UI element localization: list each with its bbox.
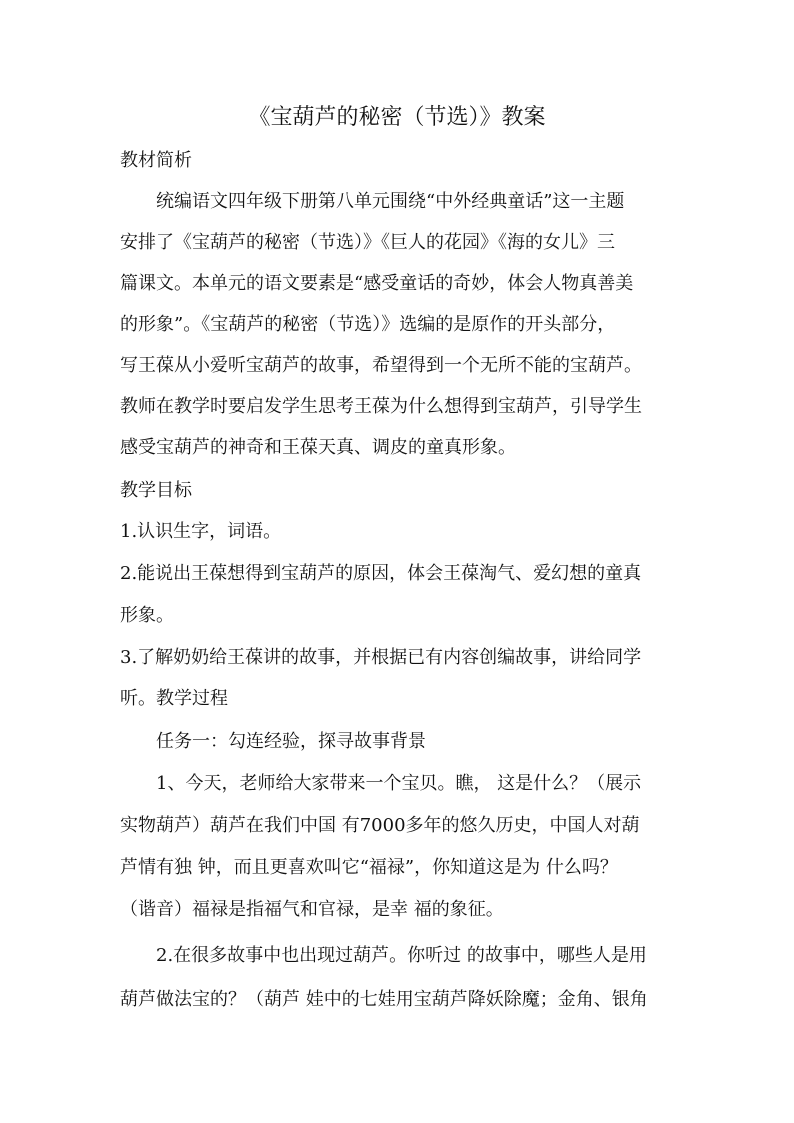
process-line-6: 葫芦做法宝的？（葫芦 娃中的七娃用宝葫芦降妖除魔；金角、银角 <box>120 989 648 1010</box>
analysis-line-4: 的形象”。《宝葫芦的秘密（节选）》选编的是原作的开头部分， <box>120 314 616 335</box>
task-heading: 任务一：勾连经验，探寻故事背景 <box>156 731 426 752</box>
analysis-line-5: 写王葆从小爱听宝葫芦的故事，希望得到一个无所不能的宝葫芦。 <box>120 355 642 376</box>
analysis-line-2: 安排了《宝葫芦的秘密（节选）》《巨人的花园》《海的女儿》三 <box>120 232 615 253</box>
process-line-1: 1、今天，老师给大家带来一个宝贝。瞧， 这是什么？（展示 <box>156 773 642 794</box>
analysis-line-6: 教师在教学时要启发学生思考王葆为什么想得到宝葫芦，引导学生 <box>120 396 642 417</box>
process-line-4: （谐音）福禄是指福气和官禄，是幸 福的象征。 <box>120 899 504 920</box>
goal-line-4: 3.了解奶奶给王葆讲的故事，并根据已有内容创编故事，讲给同学 <box>120 647 642 668</box>
analysis-line-1: 统编语文四年级下册第八单元围绕“中外经典童话”这一主题 <box>156 191 625 212</box>
goal-line-1: 1.认识生字，词语。 <box>120 521 282 542</box>
process-line-5: 2.在很多故事中也出现过葫芦。你听过 的故事中，哪些人是用 <box>156 945 647 966</box>
goals-heading: 教学目标 <box>120 480 192 501</box>
goal-line-3: 形象。 <box>120 605 174 626</box>
analysis-line-3: 篇课文。本单元的语文要素是“感受童话的奇妙，体会人物真善美 <box>120 273 634 294</box>
process-line-2: 实物葫芦）葫芦在我们中国 有7000多年的悠久历史，中国人对葫 <box>120 815 640 836</box>
document-title: 《宝葫芦的秘密（节选）》教案 <box>248 105 546 130</box>
analysis-heading: 教材简析 <box>120 150 192 171</box>
process-line-3: 芦情有独 钟，而且更喜欢叫它“福禄”，你知道这是为 什么吗？ <box>120 857 618 878</box>
analysis-line-7: 感受宝葫芦的神奇和王葆天真、调皮的童真形象。 <box>120 437 516 458</box>
goal-line-2: 2.能说出王葆想得到宝葫芦的原因，体会王葆淘气、爱幻想的童真 <box>120 563 642 584</box>
goal-line-5: 听。教学过程 <box>120 688 228 709</box>
